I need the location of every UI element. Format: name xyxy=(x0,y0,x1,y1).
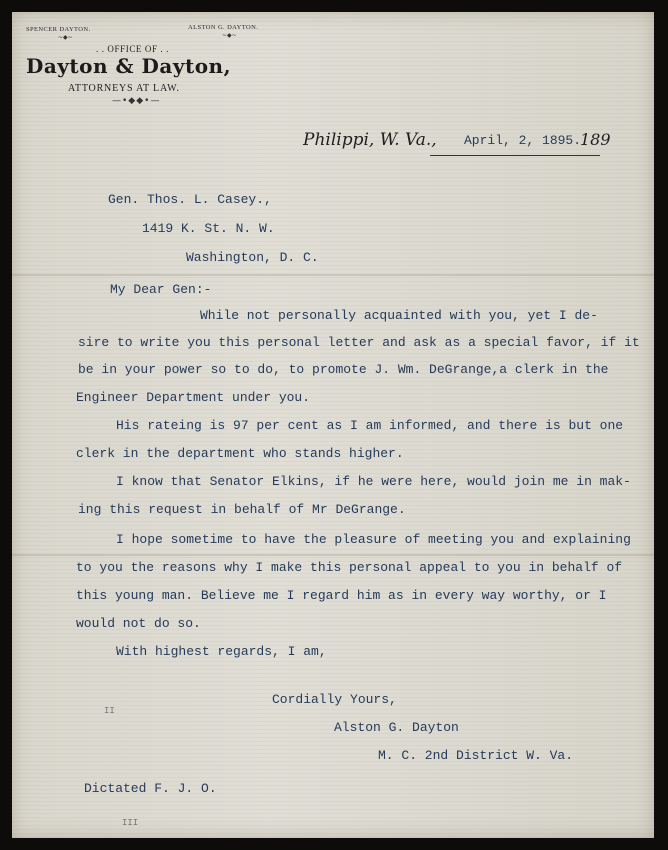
partner-name-left: SPENCER DAYTON. xyxy=(26,26,91,33)
valediction: Cordially Yours, xyxy=(272,692,397,707)
body-line: I know that Senator Elkins, if he were here, would join me in mak- xyxy=(116,474,631,489)
body-line: clerk in the department who stands higher. xyxy=(76,446,404,461)
firm-name: Dayton & Dayton, xyxy=(26,54,232,78)
letter-date: April, 2, 1895. xyxy=(464,133,582,148)
ornament-icon: ~◆~ xyxy=(222,32,237,39)
letter-page xyxy=(12,12,654,838)
body-line: While not personally acquainted with you, yet I de- xyxy=(200,308,598,323)
body-line: would not do so. xyxy=(76,616,201,631)
margin-mark: III xyxy=(122,818,139,828)
address-line: Gen. Thos. L. Casey., xyxy=(108,192,272,207)
date-rule xyxy=(430,155,600,156)
body-line: to you the reasons why I make this personal appeal to you in behalf of xyxy=(76,560,623,575)
paper-fold xyxy=(12,274,654,276)
flourish-icon: —•◆◆•— xyxy=(112,96,161,106)
signer-title: M. C. 2nd District W. Va. xyxy=(378,748,574,763)
address-line: Washington, D. C. xyxy=(186,250,319,265)
signer-name: Alston G. Dayton xyxy=(334,720,459,735)
body-line: sire to write you this personal letter and ask as a special favor, if it xyxy=(78,335,640,350)
salutation: My Dear Gen:- xyxy=(110,282,212,297)
body-line: I hope sometime to have the pleasure of meeting you and explaining xyxy=(116,532,631,547)
dictated-by: Dictated F. J. O. xyxy=(84,781,217,796)
place-name: Philippi, W. Va., xyxy=(303,130,437,150)
body-line: this young man. Believe me I regard him as in every way worthy, or I xyxy=(76,588,607,603)
body-line: ing this request in behalf of Mr DeGrange. xyxy=(78,502,406,517)
printed-year: 189 xyxy=(580,130,611,149)
address-line: 1419 K. St. N. W. xyxy=(142,221,275,236)
margin-mark: II xyxy=(104,706,115,716)
body-line: Engineer Department under you. xyxy=(76,390,311,405)
body-line: His rateing is 97 per cent as I am informed, and there is but one xyxy=(116,418,624,433)
partner-name-right: ALSTON G. DAYTON. xyxy=(188,24,259,31)
body-line: With highest regards, I am, xyxy=(116,644,327,659)
body-line: be in your power so to do, to promote J. Wm. DeGrange,a clerk in the xyxy=(78,362,609,377)
office-of-label: . . OFFICE OF . . xyxy=(96,44,169,54)
office-of-text: OFFICE OF xyxy=(107,44,158,54)
firm-tagline: ATTORNEYS AT LAW. xyxy=(68,83,180,94)
ornament-icon: ~◆~ xyxy=(58,34,73,41)
paper-fold xyxy=(12,554,654,556)
